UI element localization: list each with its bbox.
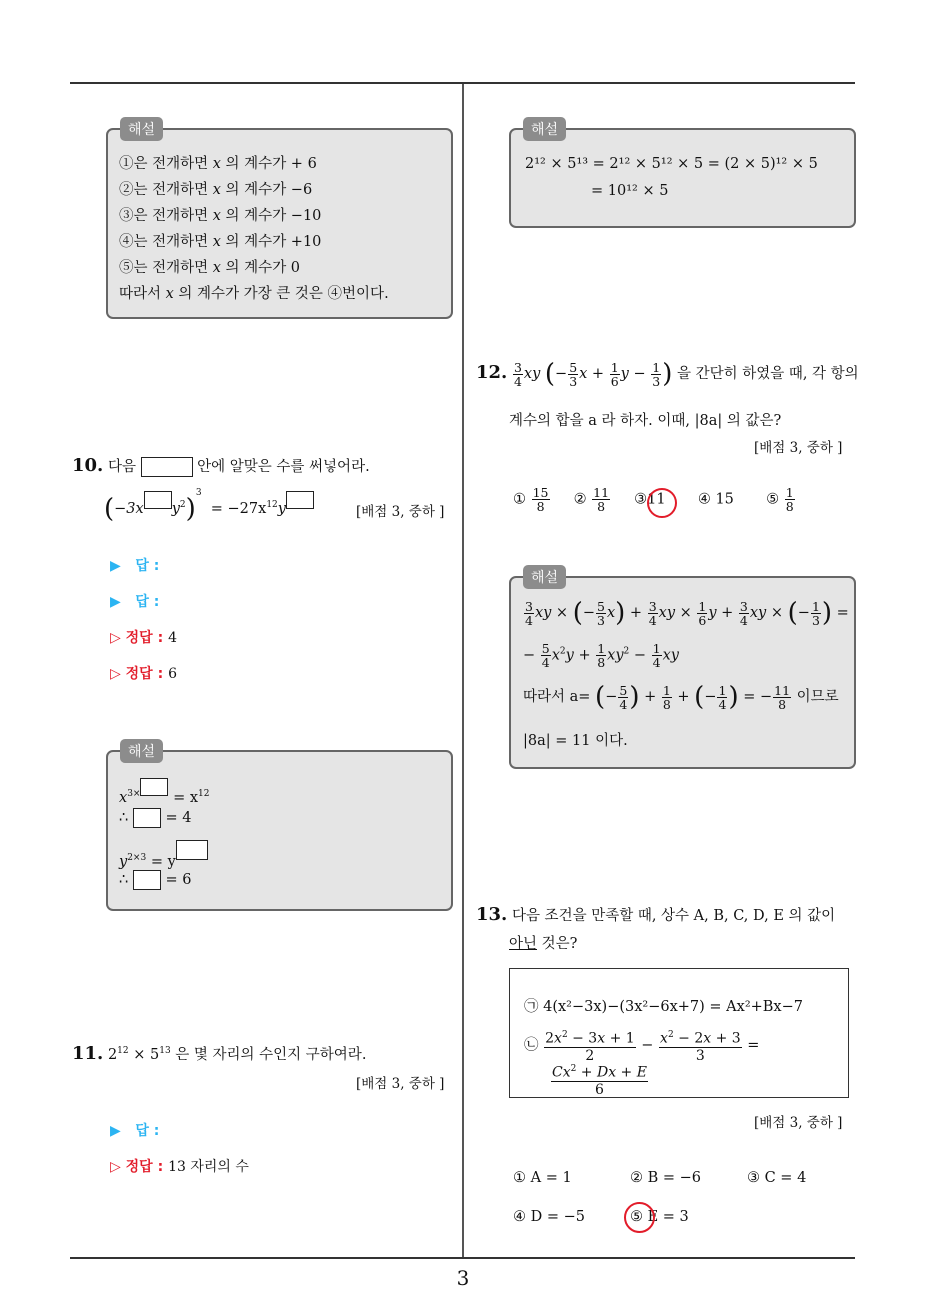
- play-icon: ▶: [110, 594, 121, 610]
- column-divider: [462, 84, 464, 1258]
- question-10-equation: (−3x $y^2)^3 = -27x^{12}y$: [104, 488, 314, 524]
- solution-box-11: 해설 2¹² × 5¹³ = 2¹² × 5¹² × 5 = (2 × 5)¹² × 5 = 10¹² × 5: [509, 128, 856, 228]
- answer-row: ▶ 답 :: [110, 594, 160, 610]
- answer-row: ▶ 답 :: [110, 558, 160, 574]
- choice[interactable]: ② B = −6: [630, 1170, 702, 1186]
- question-number: 10.: [72, 455, 104, 476]
- question-12: 12. $\frac{3}{4}$ xy (− $\frac{5}{3}$ x + $\frac{1}{6}$ y − $\frac{1}{3}$ ) 을 간단히 하였을 때, 각 항의: [476, 359, 859, 389]
- solution-tag: 해설: [120, 117, 163, 141]
- solution-box-12: 해설 $\frac{3}{4}$ xy × (− $\frac{5}{3}$ x) + $\frac{3}{4}$ xy × $\frac{1}{6}$ y + $\frac{3}{4}$ xy × (− $\frac{1}{3}$ ) = − $\frac{5}{4}$ $x^2y$ + $\frac{1}{8}$ $xy^2$ − $\frac{1}{4}$ xy 따라서 a= (− $\frac{5}{4}$ ) + $\frac{1}{8}$ + (− $\frac{1}{4}$ ) = − $\frac{11}{8}$ 이므로 |8a| = 11 이다.: [509, 576, 856, 769]
- question-number: 11.: [72, 1043, 104, 1064]
- play-icon: ▶: [110, 1123, 121, 1139]
- choice[interactable]: ③ C = 4: [747, 1170, 807, 1186]
- blank-box: [286, 491, 314, 509]
- solution-line: ③은 전개하면 x 의 계수가 −10: [119, 208, 322, 224]
- play-icon: ▶: [110, 558, 121, 574]
- solution-box-10: 해설 $x^{3\times} = x^{12}$ ∴ = 4 $y^{2\times 3} = y$ ∴ = 6: [106, 750, 453, 911]
- question-number: 12.: [476, 362, 508, 383]
- choices-12: ① $\frac{15}{8}$ ② $\frac{11}{8}$ ③11 ④ 15 ⑤ $\frac{1}{8}$: [513, 485, 794, 514]
- choice[interactable]: ① A = 1: [513, 1170, 572, 1186]
- question-number: 13.: [476, 904, 508, 925]
- solution-line: 따라서 x 의 계수가 가장 큰 것은 ④번이다.: [119, 286, 389, 302]
- solution-line: ②는 전개하면 x 의 계수가 −6: [119, 182, 313, 198]
- solution-line: ①은 전개하면 x 의 계수가 + 6: [119, 156, 317, 172]
- blank-box: [141, 457, 193, 477]
- question-11: 11. $2^{12} \times 5^{13}$ 은 몇 자리의 수인지 구하여라.: [72, 1043, 367, 1064]
- page-number: 3: [456, 1266, 470, 1290]
- solution-tag: 해설: [523, 565, 566, 589]
- correct-answer-row: ▷ 정답 : 13 자리의 수: [110, 1159, 249, 1175]
- condition-mark: ㉠: [524, 999, 539, 1015]
- selected-answer-circle: [624, 1202, 655, 1233]
- question-10: 10. 다음 안에 알맞은 수를 써넣어라.: [72, 455, 370, 476]
- solution-line: ④는 전개하면 x 의 계수가 +10: [119, 234, 322, 250]
- score: [배점 3, 중하 ]: [754, 440, 843, 456]
- blank-box: [144, 491, 172, 509]
- score: [배점 3, 중하 ]: [754, 1115, 843, 1131]
- solution-tag: 해설: [120, 739, 163, 763]
- triangle-outline-icon: ▷: [110, 666, 121, 682]
- score: [배점 3, 중하 ]: [356, 504, 445, 520]
- bottom-rule: [70, 1257, 855, 1259]
- solution-box-9: [106, 122, 453, 319]
- question-13-line2: 아닌 것은?: [509, 936, 578, 952]
- question-13: 13. 다음 조건을 만족할 때, 상수 A, B, C, D, E 의 값이: [476, 904, 836, 925]
- correct-answer-row: ▷ 정답 : 4: [110, 630, 177, 646]
- choice[interactable]: ⑤ E = 3: [630, 1209, 689, 1225]
- score: [배점 3, 중하 ]: [356, 1076, 445, 1092]
- triangle-outline-icon: ▷: [110, 630, 121, 646]
- selected-answer-circle: [647, 488, 677, 518]
- question-12-line2: 계수의 합을 a 라 하자. 이때, |8a| 의 값은?: [509, 413, 782, 429]
- choice[interactable]: ④ D = −5: [513, 1209, 585, 1225]
- solution-tag: 해설: [523, 117, 566, 141]
- triangle-outline-icon: ▷: [110, 1159, 121, 1175]
- condition-mark: ㉡: [524, 1037, 539, 1054]
- solution-line: ⑤는 전개하면 x 의 계수가 0: [119, 260, 301, 276]
- condition-box: ㉠ 4(x²−3x)−(3x²−6x+7) = Ax²+Bx−7 ㉡ $\frac{2x^2 - 3x + 1}{2}$ − $\frac{x^2 - 2x + 3}{3}$ = $\frac{Cx^2 + Dx + E}{6}$: [509, 968, 849, 1098]
- answer-row: ▶ 답 :: [110, 1123, 160, 1139]
- correct-answer-row: ▷ 정답 : 6: [110, 666, 177, 682]
